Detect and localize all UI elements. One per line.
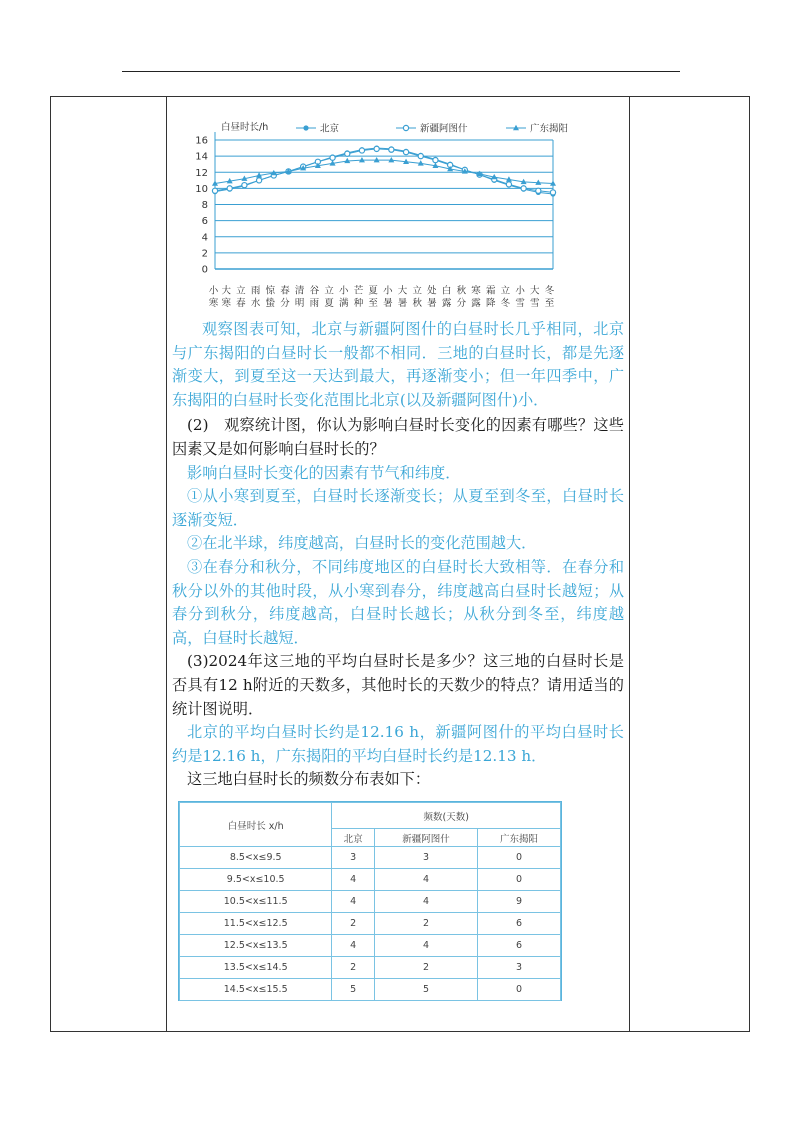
frequency-cell: 5 [374,979,477,1001]
legend-label: 北京 [320,123,340,135]
data-point [242,183,247,188]
table-row [180,979,561,1001]
range-cell: 14.5<x≤15.5 [180,979,332,1001]
x-tick-label: 白露 [439,285,451,310]
question-part2: (2) 观察统计图，你认为影响白昼时长变化的因素有哪些？这些因素又是如何影响白昼时长的？ [172,416,624,458]
col-atushi: 新疆阿图什 [374,829,477,847]
range-cell: 13.5<x≤14.5 [180,957,332,979]
y-axis-label: 白昼时长/h [221,122,269,133]
frequency-cell: 3 [374,847,477,869]
frequency-cell: 6 [478,935,561,957]
x-tick-label: 立秋 [410,285,422,310]
data-point [389,147,394,152]
data-point [433,158,438,163]
col-beijing: 北京 [332,829,375,847]
question-part3: (3)2024年这三地的平均白昼时长是多少？这三地的白昼时长是否具有12 h附近的天数多，其他时长的天数少的特点？请用适当的统计图说明． [172,652,624,718]
col-jieyang: 广东揭阳 [478,829,561,847]
x-tick-label: 霜降 [483,285,495,310]
header-range: 白昼时长 x/h [180,803,332,847]
table-row [180,935,561,957]
range-cell: 11.5<x≤12.5 [180,913,332,935]
x-tick-label: 清明 [292,285,304,310]
legend-label: 新疆阿图什 [420,123,468,135]
answer-part2-point1: ①从小寒到夏至，白昼时长逐渐变长；从夏至到冬至，白昼时长逐渐变短． [172,487,624,529]
x-tick-label: 芒种 [351,285,363,310]
x-tick-label: 夏至 [366,285,378,310]
frequency-cell: 4 [374,935,477,957]
answer-body [172,318,624,792]
header-frequency: 频数(天数) [332,803,561,829]
series-line [215,149,553,193]
x-tick-label: 大暑 [395,285,407,310]
legend-marker [303,125,308,130]
data-point [403,149,408,154]
range-cell: 10.5<x≤11.5 [180,891,332,913]
x-tick-label: 冬至 [542,285,554,310]
table-row [180,957,561,979]
data-point [359,148,364,153]
frequency-cell: 0 [478,847,561,869]
range-cell: 12.5<x≤13.5 [180,935,332,957]
y-tick-label: 16 [195,135,208,147]
x-tick-label: 小满 [336,285,348,310]
data-point [418,154,423,159]
y-tick-label: 12 [195,167,208,179]
x-tick-label: 寒露 [469,285,481,310]
answer-part1: 观察图表可知，北京与新疆阿图什的白昼时长几乎相同，北京与广东揭阳的白昼时长一般都不相同．三地的白昼时长，都是先逐渐变大，到夏至这一天达到最大，再逐渐变小；但一年四季中，广东揭阳的白昼时长变化范围比北京(以及新疆阿图什)小． [172,320,624,409]
x-tick-label: 小寒 [206,285,218,310]
data-point [345,151,350,156]
frequency-table [179,802,561,1001]
range-cell: 8.5<x≤9.5 [180,847,332,869]
y-tick-label: 14 [195,151,208,163]
frequency-table-box [178,801,562,1001]
range-cell: 9.5<x≤10.5 [180,869,332,891]
frequency-cell: 6 [478,913,561,935]
frequency-cell: 4 [332,935,375,957]
answer-part2-intro: 影响白昼时长变化的因素有节气和纬度． [187,463,461,482]
frequency-cell: 4 [374,869,477,891]
x-tick-label: 大雪 [527,285,539,310]
x-tick-label: 立夏 [322,285,334,310]
x-tick-label: 秋分 [454,285,466,310]
series-line [215,148,553,194]
frequency-cell: 2 [332,913,375,935]
column-divider-left [166,97,167,1031]
data-point [227,186,232,191]
table-intro: 这三地白昼时长的频数分布表如下： [187,770,430,789]
table-row [180,913,561,935]
table-row [180,869,561,891]
data-point [506,182,511,187]
x-tick-label: 惊蛰 [263,285,275,310]
data-point [374,146,379,151]
table-row [180,847,561,869]
frequency-cell: 3 [478,957,561,979]
x-tick-label: 小暑 [380,285,392,310]
x-tick-label: 雨水 [248,285,260,310]
answer-part2-point3: ③在春分和秋分，不同纬度地区的白昼时长大致相等．在春分和秋分以外的其他时段，从小寒到春分，纬度越高白昼时长越短；从春分到秋分，纬度越高，白昼时长越长；从秋分到冬至，纬度越高，白昼时长越短． [172,557,624,647]
frequency-cell: 4 [332,891,375,913]
x-tick-label: 春分 [277,285,289,310]
legend-marker [403,125,408,130]
y-tick-label: 4 [201,232,208,244]
x-tick-label: 谷雨 [307,285,319,310]
frequency-cell: 0 [478,869,561,891]
frequency-cell: 0 [478,979,561,1001]
frequency-cell: 2 [332,957,375,979]
table-row [180,891,561,913]
frequency-cell: 3 [332,847,375,869]
data-point [536,188,541,193]
frequency-cell: 5 [332,979,375,1001]
frequency-cell: 2 [374,913,477,935]
y-tick-label: 8 [201,200,208,211]
data-point [212,188,217,193]
data-point [256,178,261,183]
y-tick-label: 2 [201,248,208,260]
y-tick-label: 6 [201,216,208,228]
x-tick-label: 小雪 [513,285,525,310]
x-tick-label: 立春 [233,285,245,310]
header-rule [122,71,680,72]
y-tick-label: 10 [195,183,208,195]
x-tick-label: 大寒 [219,285,231,310]
answer-part3-averages: 北京的平均白昼时长约是12.16 h，新疆阿图什的平均白昼时长约是12.16 h，广东揭阳的平均白昼时长约是12.13 h． [172,723,624,765]
answer-part2-point2: ②在北半球，纬度越高，白昼时长的变化范围越大． [187,534,537,553]
column-divider-right [629,97,630,1031]
x-tick-label: 处暑 [424,285,436,310]
data-point [521,186,526,191]
daylight-line-chart [180,115,600,320]
data-point [330,155,335,160]
frequency-cell: 4 [374,891,477,913]
frequency-cell: 2 [374,957,477,979]
frequency-cell: 4 [332,869,375,891]
data-point [550,190,555,195]
frequency-cell: 9 [478,891,561,913]
y-tick-label: 0 [201,264,208,276]
legend-label: 广东揭阳 [530,123,569,135]
x-tick-label: 立冬 [498,285,510,310]
